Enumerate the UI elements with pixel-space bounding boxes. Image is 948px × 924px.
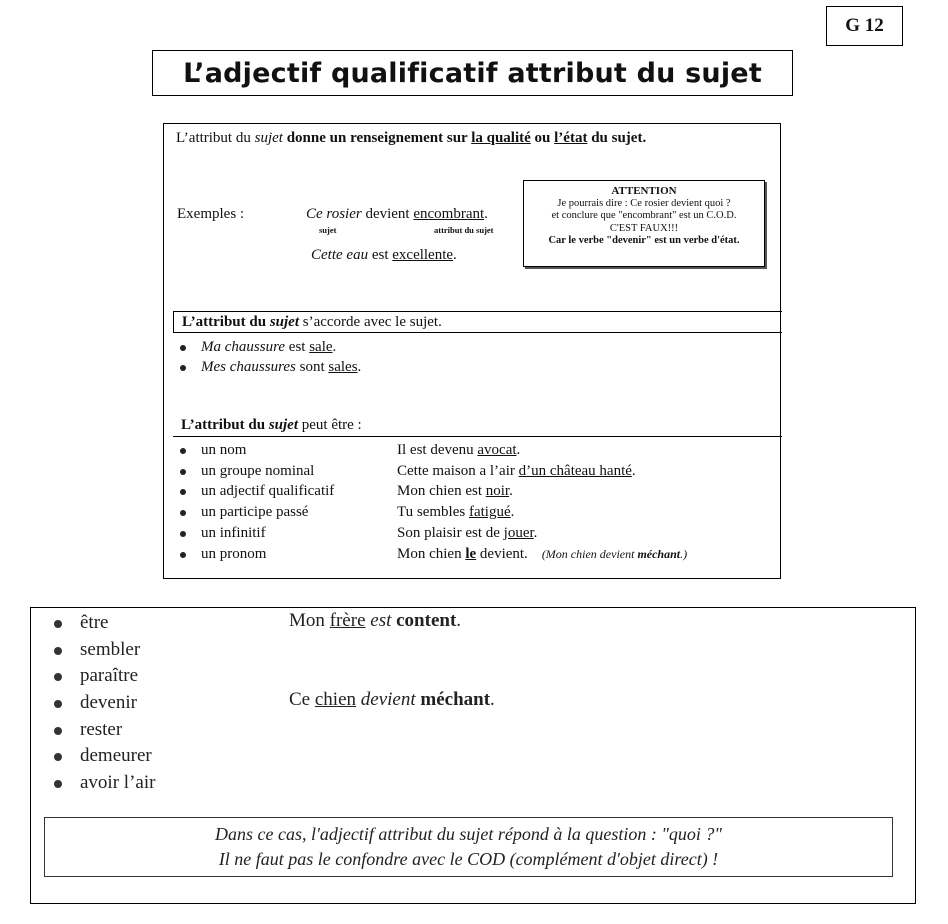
item-attribute: sale [309,339,333,355]
example-subject: Cette eau [311,247,369,263]
verb-item [54,612,108,634]
lesson-code-badge: G 12 [826,6,903,46]
item-subject: Mes chaussures [201,359,296,375]
example-pre: Il est devenu [397,442,478,458]
type-example [397,546,687,563]
bullet-icon [54,780,62,788]
state-example-2 [289,689,495,711]
type-label: un adjectif qualificatif [201,483,335,499]
example-verb: est [368,247,393,263]
label-attribut: attribut du sujet [434,225,494,235]
bullet-icon [180,448,186,454]
type-label: un participe passé [201,504,309,520]
bullet-icon [180,531,186,537]
example-end: . [490,689,495,710]
type-example [397,442,520,459]
page-title: L’adjectif qualificatif attribut du sujet [152,50,793,96]
example-2 [311,247,457,264]
header-bold: L’attribut du [182,314,270,330]
verb-item [54,692,137,714]
example-end: . [484,206,488,222]
example-attribute: fatigué [468,504,511,520]
example-subject: chien [314,689,357,710]
note-line: Il ne faut pas le confondre avec le COD (complément d'objet direct) ! [218,849,719,869]
bullet-icon [54,673,62,681]
item-verb: sont [295,359,329,375]
intro-sujet: sujet [254,130,283,146]
example-post: . [516,442,521,458]
bullet-icon [54,647,62,655]
verb-item [54,639,140,661]
header-bold: L’attribut du [181,417,269,433]
intro-text: L’attribut du [176,130,255,146]
type-example [397,504,514,521]
verb-label: paraître [80,665,139,686]
attention-title: ATTENTION [611,185,677,197]
verb-label: avoir l’air [80,772,156,793]
example-pre: Ce [289,689,315,710]
state-example-1 [289,610,461,632]
item-end: . [332,339,337,355]
verb-label: devenir [80,692,137,713]
item-attribute: sales [328,359,358,375]
example-end: . [453,247,457,263]
example-attribute: noir [485,483,510,499]
example-attribute: excellente [392,247,454,263]
label-sujet: sujet [319,225,337,235]
header-rest: s’accorde avec le sujet. [299,314,442,330]
attention-line: C'EST FAUX!!! [609,222,679,234]
examples-label: Exemples : [177,206,245,222]
intro-ou: ou [530,130,555,146]
verb-label: être [80,612,109,633]
type-row [180,504,308,521]
item-end: . [357,359,362,375]
example-attribute: encombrant [413,206,485,222]
state-verbs-box [30,607,916,904]
bullet-icon [54,700,62,708]
verb-item [54,719,122,741]
bullet-icon [54,727,62,735]
example-post: . [510,504,515,520]
example-post: . [509,483,513,499]
note-box [44,817,893,877]
example-attribute: jouer [503,525,534,541]
example-pre: Mon chien [397,546,466,562]
example-pre: Mon chien est [397,483,486,499]
verb-label: sembler [80,639,141,660]
header-sujet: sujet [269,314,299,330]
example-verb: devient [360,689,416,710]
type-row [180,463,314,480]
verb-item [54,745,152,767]
example-attribute: avocat [477,442,517,458]
type-example [397,483,513,500]
attention-line: Car le verbe "devenir" est un verbe d'état. [548,235,740,246]
example-subject: frère [329,610,366,631]
note-line: Dans ce cas, l'adjectif attribut du sujet répond à la question : "quoi ?" [215,824,722,844]
bullet-icon [180,469,186,475]
type-label: un nom [201,442,247,458]
divider [173,436,782,437]
example-attribute: méchant [420,689,491,710]
verb-label: demeurer [80,745,152,766]
example-attribute: le [465,546,477,562]
type-row [180,525,266,542]
attention-line: Je pourrais dire : Ce rosier devient quoi ? [557,197,731,209]
bullet-icon [180,345,186,351]
type-row [180,546,266,563]
item-verb: est [285,339,310,355]
bullet-icon [54,753,62,761]
pronom-note [542,547,687,561]
item-subject: Ma chaussure [201,339,286,355]
bullet-icon [180,510,186,516]
example-pre: Cette maison a l’air [397,463,519,479]
example-post: . [533,525,538,541]
example-post: devient. [476,546,528,562]
intro-sentence [176,130,646,147]
intro-etat: l’état [554,130,588,146]
bullet-icon [54,620,62,628]
type-row [180,483,334,500]
example-verb: est [370,610,392,631]
example-verb: devient [361,206,414,222]
note-pre: (Mon chien devient [541,547,638,561]
bullet-icon [180,552,186,558]
type-label: un pronom [201,546,267,562]
attention-box [523,180,765,267]
verb-label: rester [80,719,123,740]
example-attribute: d’un château hanté [518,463,632,479]
example-post: . [631,463,636,479]
intro-end: du sujet. [587,130,647,146]
note-post: .) [680,547,688,561]
attention-line: et conclure que "encombrant" est un C.O.D. [551,210,737,221]
example-pre: Mon [289,610,330,631]
type-label: un groupe nominal [201,463,315,479]
example-1 [306,206,488,223]
type-row [180,442,246,459]
example-pre: Tu sembles [397,504,469,520]
bullet-icon [180,365,186,371]
list-item [180,359,361,376]
type-label: un infinitif [201,525,266,541]
intro-text-bold: donne un renseignement sur [282,130,472,146]
list-item [180,339,336,356]
type-example [397,525,537,542]
header-rest: peut être : [298,417,362,433]
example-attribute: content [396,610,457,631]
type-example [397,463,636,480]
section-header-types [181,417,362,434]
header-sujet: sujet [268,417,298,433]
rule-box [163,123,781,579]
example-subject: Ce rosier [306,206,362,222]
section-header-agreement [173,311,782,333]
intro-qualite: la qualité [471,130,531,146]
bullet-icon [180,489,186,495]
example-end: . [456,610,462,631]
verb-item [54,772,155,794]
note-bold: méchant [637,547,681,561]
example-pre: Son plaisir est de [397,525,504,541]
verb-item [54,665,138,687]
